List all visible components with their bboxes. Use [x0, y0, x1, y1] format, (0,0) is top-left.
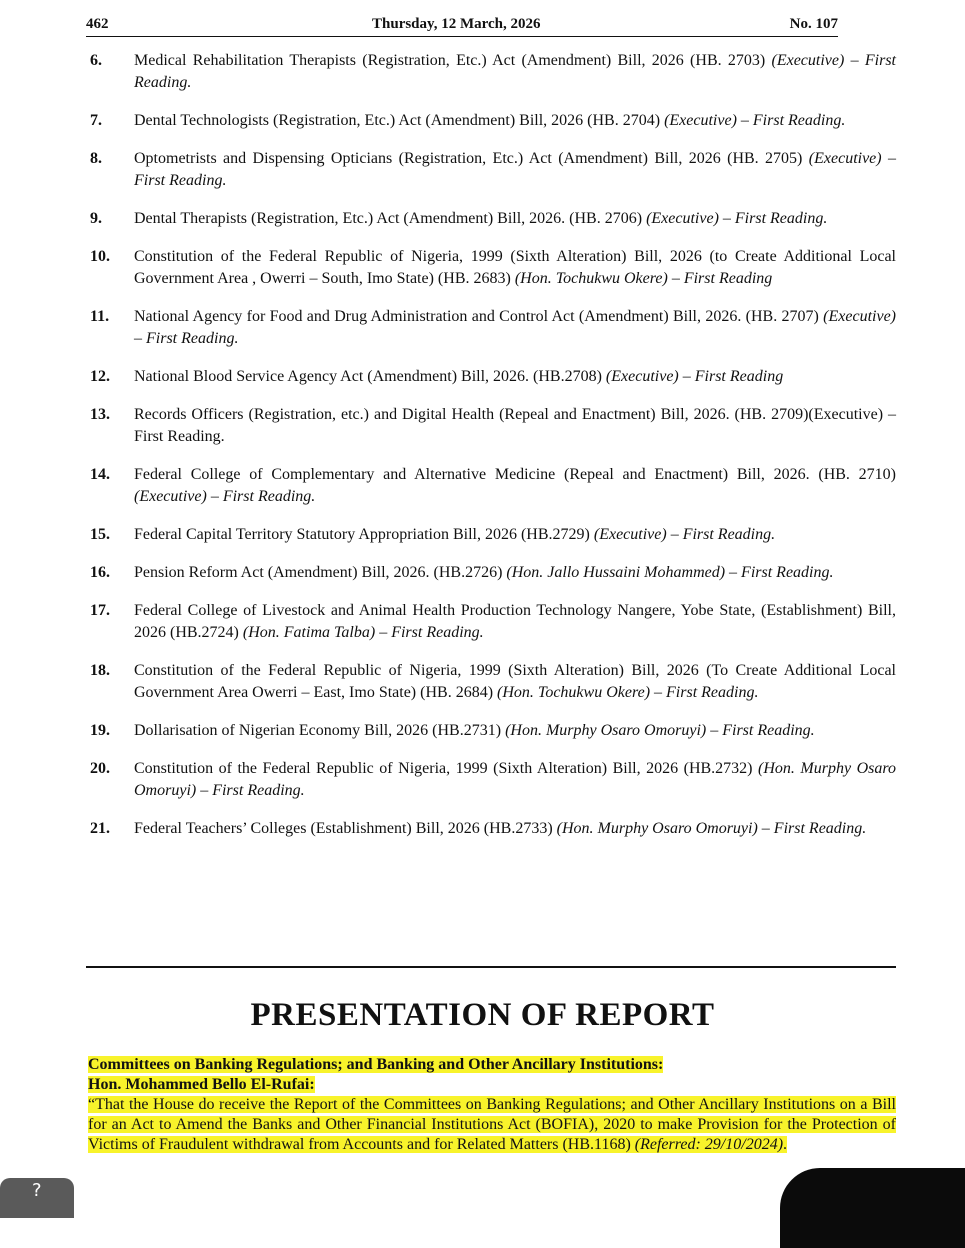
report-sponsor: Hon. Mohammed Bello El-Rufai: — [88, 1076, 315, 1093]
item-text — [134, 524, 896, 546]
item-number: 8. — [90, 150, 102, 167]
bill-sponsor-stage: (Executive) – First Reading. — [134, 308, 896, 347]
item-number: 6. — [90, 52, 102, 69]
item-text — [134, 246, 896, 290]
page-header — [86, 16, 838, 37]
item-text — [134, 600, 896, 644]
bill-title: Dollarisation of Nigerian Economy Bill, 2026 (HB.2731) — [134, 722, 506, 739]
item-number: 10. — [90, 248, 110, 265]
help-button[interactable] — [0, 1178, 74, 1218]
list-item — [0, 306, 965, 350]
bill-title: Federal College of Livestock and Animal Health Production Technology Nangere, Yobe State, (Establishment) Bill, 2026 (HB.2724) — [134, 602, 896, 641]
list-item — [0, 366, 965, 388]
list-item — [0, 110, 965, 132]
item-number: 17. — [90, 602, 110, 619]
list-item — [0, 50, 965, 94]
bill-title: National Agency for Food and Drug Administration and Control Act (Amendment) Bill, 2026. (HB. 2707) — [134, 308, 824, 325]
bill-title: Medical Rehabilitation Therapists (Registration, Etc.) Act (Amendment) Bill, 2026 (HB. 2703) — [134, 52, 772, 69]
report-body — [88, 1096, 896, 1153]
item-number: 16. — [90, 564, 110, 581]
bill-sponsor-stage: (Executive) – First Reading. — [134, 488, 316, 505]
report-heading: PRESENTATION OF REPORT — [250, 997, 715, 1033]
bill-sponsor-stage: (Hon. Murphy Osaro Omoruyi) – First Reading. — [505, 722, 815, 739]
question-icon: ? — [32, 1180, 42, 1201]
item-text — [134, 818, 896, 840]
bill-sponsor-stage: (Hon. Tochukwu Okere) – First Reading — [514, 270, 773, 287]
bill-title: Constitution of the Federal Republic of Nigeria, 1999 (Sixth Alteration) Bill, 2026 (To Create Additional Local Government Area Owerri – East, Imo State) (HB. 2684) — [134, 662, 896, 701]
item-text — [134, 464, 896, 508]
item-text — [134, 366, 896, 388]
list-item — [0, 758, 965, 802]
bill-title: Dental Therapists (Registration, Etc.) Act (Amendment) Bill, 2026. (HB. 2706) — [134, 210, 647, 227]
list-item — [0, 660, 965, 704]
item-text — [134, 404, 896, 448]
item-text — [134, 562, 896, 584]
item-text — [134, 758, 896, 802]
list-item — [0, 148, 965, 192]
list-item — [0, 464, 965, 508]
list-item — [0, 524, 965, 546]
bill-title: Constitution of the Federal Republic of Nigeria, 1999 (Sixth Alteration) Bill, 2026 (HB.2732) — [134, 760, 759, 777]
list-item — [0, 818, 965, 840]
list-item — [0, 208, 965, 230]
report-end: . — [783, 1136, 788, 1153]
bill-title: Optometrists and Dispensing Opticians (Registration, Etc.) Act (Amendment) Bill, 2026 (HB. 2705) — [134, 150, 809, 167]
item-number: 11. — [90, 308, 110, 325]
list-item — [0, 404, 965, 448]
item-text — [134, 148, 896, 192]
item-text — [134, 110, 896, 132]
item-text — [134, 660, 896, 704]
bill-title: National Blood Service Agency Act (Amendment) Bill, 2026. (HB.2708) — [134, 368, 606, 385]
list-item — [0, 720, 965, 742]
bill-sponsor-stage: (Executive) – First Reading. — [646, 210, 828, 227]
bill-title: Dental Technologists (Registration, Etc.) Act (Amendment) Bill, 2026 (HB. 2704) — [134, 112, 665, 129]
item-number: 9. — [90, 210, 102, 227]
bill-title: Federal Teachers’ Colleges (Establishment) Bill, 2026 (HB.2733) — [134, 820, 557, 837]
item-number: 13. — [90, 406, 110, 423]
bill-sponsor-stage: (Executive) – First Reading. — [593, 526, 776, 543]
bill-sponsor-stage: (Hon. Murphy Osaro Omoruyi) – First Reading. — [134, 760, 897, 799]
bill-sponsor-stage: (Executive) – First Reading. — [664, 112, 846, 129]
item-number: 12. — [90, 368, 110, 385]
bill-sponsor-stage: (Hon. Murphy Osaro Omoruyi) – First Reading. — [556, 820, 867, 837]
page-number: 462 — [86, 16, 109, 32]
item-number: 14. — [90, 466, 110, 483]
item-text — [134, 208, 896, 230]
header-date: Thursday, 12 March, 2026 — [372, 16, 541, 32]
report-body-text: “That the House do receive the Report of the Committees on Banking Regulations; and Other Ancillary Institutions on a Bill for an Act to Amend the Banks and Other Financial Institutions Act (BOFIA), 2020 to make Provision for the Protection of Victims of Fraudulent withdrawal from Accounts and for Related Matters (HB.1168) — [88, 1096, 896, 1153]
list-item — [0, 246, 965, 290]
bill-title: Records Officers (Registration, etc.) and Digital Health (Repeal and Enactment) Bill, 2026. (HB. 2709)(Executive) – First Reading. — [134, 406, 896, 445]
item-number: 15. — [90, 526, 110, 543]
item-number: 21. — [90, 820, 110, 837]
bill-sponsor-stage: (Hon. Tochukwu Okere) – First Reading. — [497, 684, 759, 701]
list-item — [0, 600, 965, 644]
list-item — [0, 562, 965, 584]
item-text — [134, 306, 896, 350]
bill-sponsor-stage: (Executive) – First Reading — [605, 368, 784, 385]
report-committees: Committees on Banking Regulations; and Banking and Other Ancillary Institutions: — [88, 1056, 664, 1073]
bill-title: Constitution of the Federal Republic of Nigeria, 1999 (Sixth Alteration) Bill, 2026 (to Create Additional Local Government Area , Owerri – South, Imo State) (HB. 2683) — [134, 248, 896, 287]
issue-number: No. 107 — [789, 16, 838, 32]
bill-sponsor-stage: (Executive) – First Reading. — [134, 150, 896, 189]
section-divider — [86, 966, 896, 968]
bill-title: Federal College of Complementary and Alternative Medicine (Repeal and Enactment) Bill, 2026. (HB. 2710) — [134, 466, 896, 483]
order-paper-list — [0, 50, 965, 856]
item-number: 18. — [90, 662, 110, 679]
bill-sponsor-stage: (Executive) – First Reading. — [134, 52, 896, 91]
item-text — [134, 50, 896, 94]
floating-overlay[interactable] — [780, 1168, 965, 1248]
bill-sponsor-stage: (Hon. Fatima Talba) – First Reading. — [242, 624, 484, 641]
report-referred: (Referred: 29/10/2024) — [634, 1136, 784, 1153]
bill-title: Pension Reform Act (Amendment) Bill, 2026. (HB.2726) — [134, 564, 507, 581]
item-number: 7. — [90, 112, 102, 129]
bill-title: Federal Capital Territory Statutory Appropriation Bill, 2026 (HB.2729) — [134, 526, 594, 543]
item-number: 19. — [90, 722, 110, 739]
item-text — [134, 720, 896, 742]
item-number: 20. — [90, 760, 110, 777]
bill-sponsor-stage: (Hon. Jallo Hussaini Mohammed) – First Reading. — [506, 564, 834, 581]
report-section — [88, 1055, 896, 1155]
